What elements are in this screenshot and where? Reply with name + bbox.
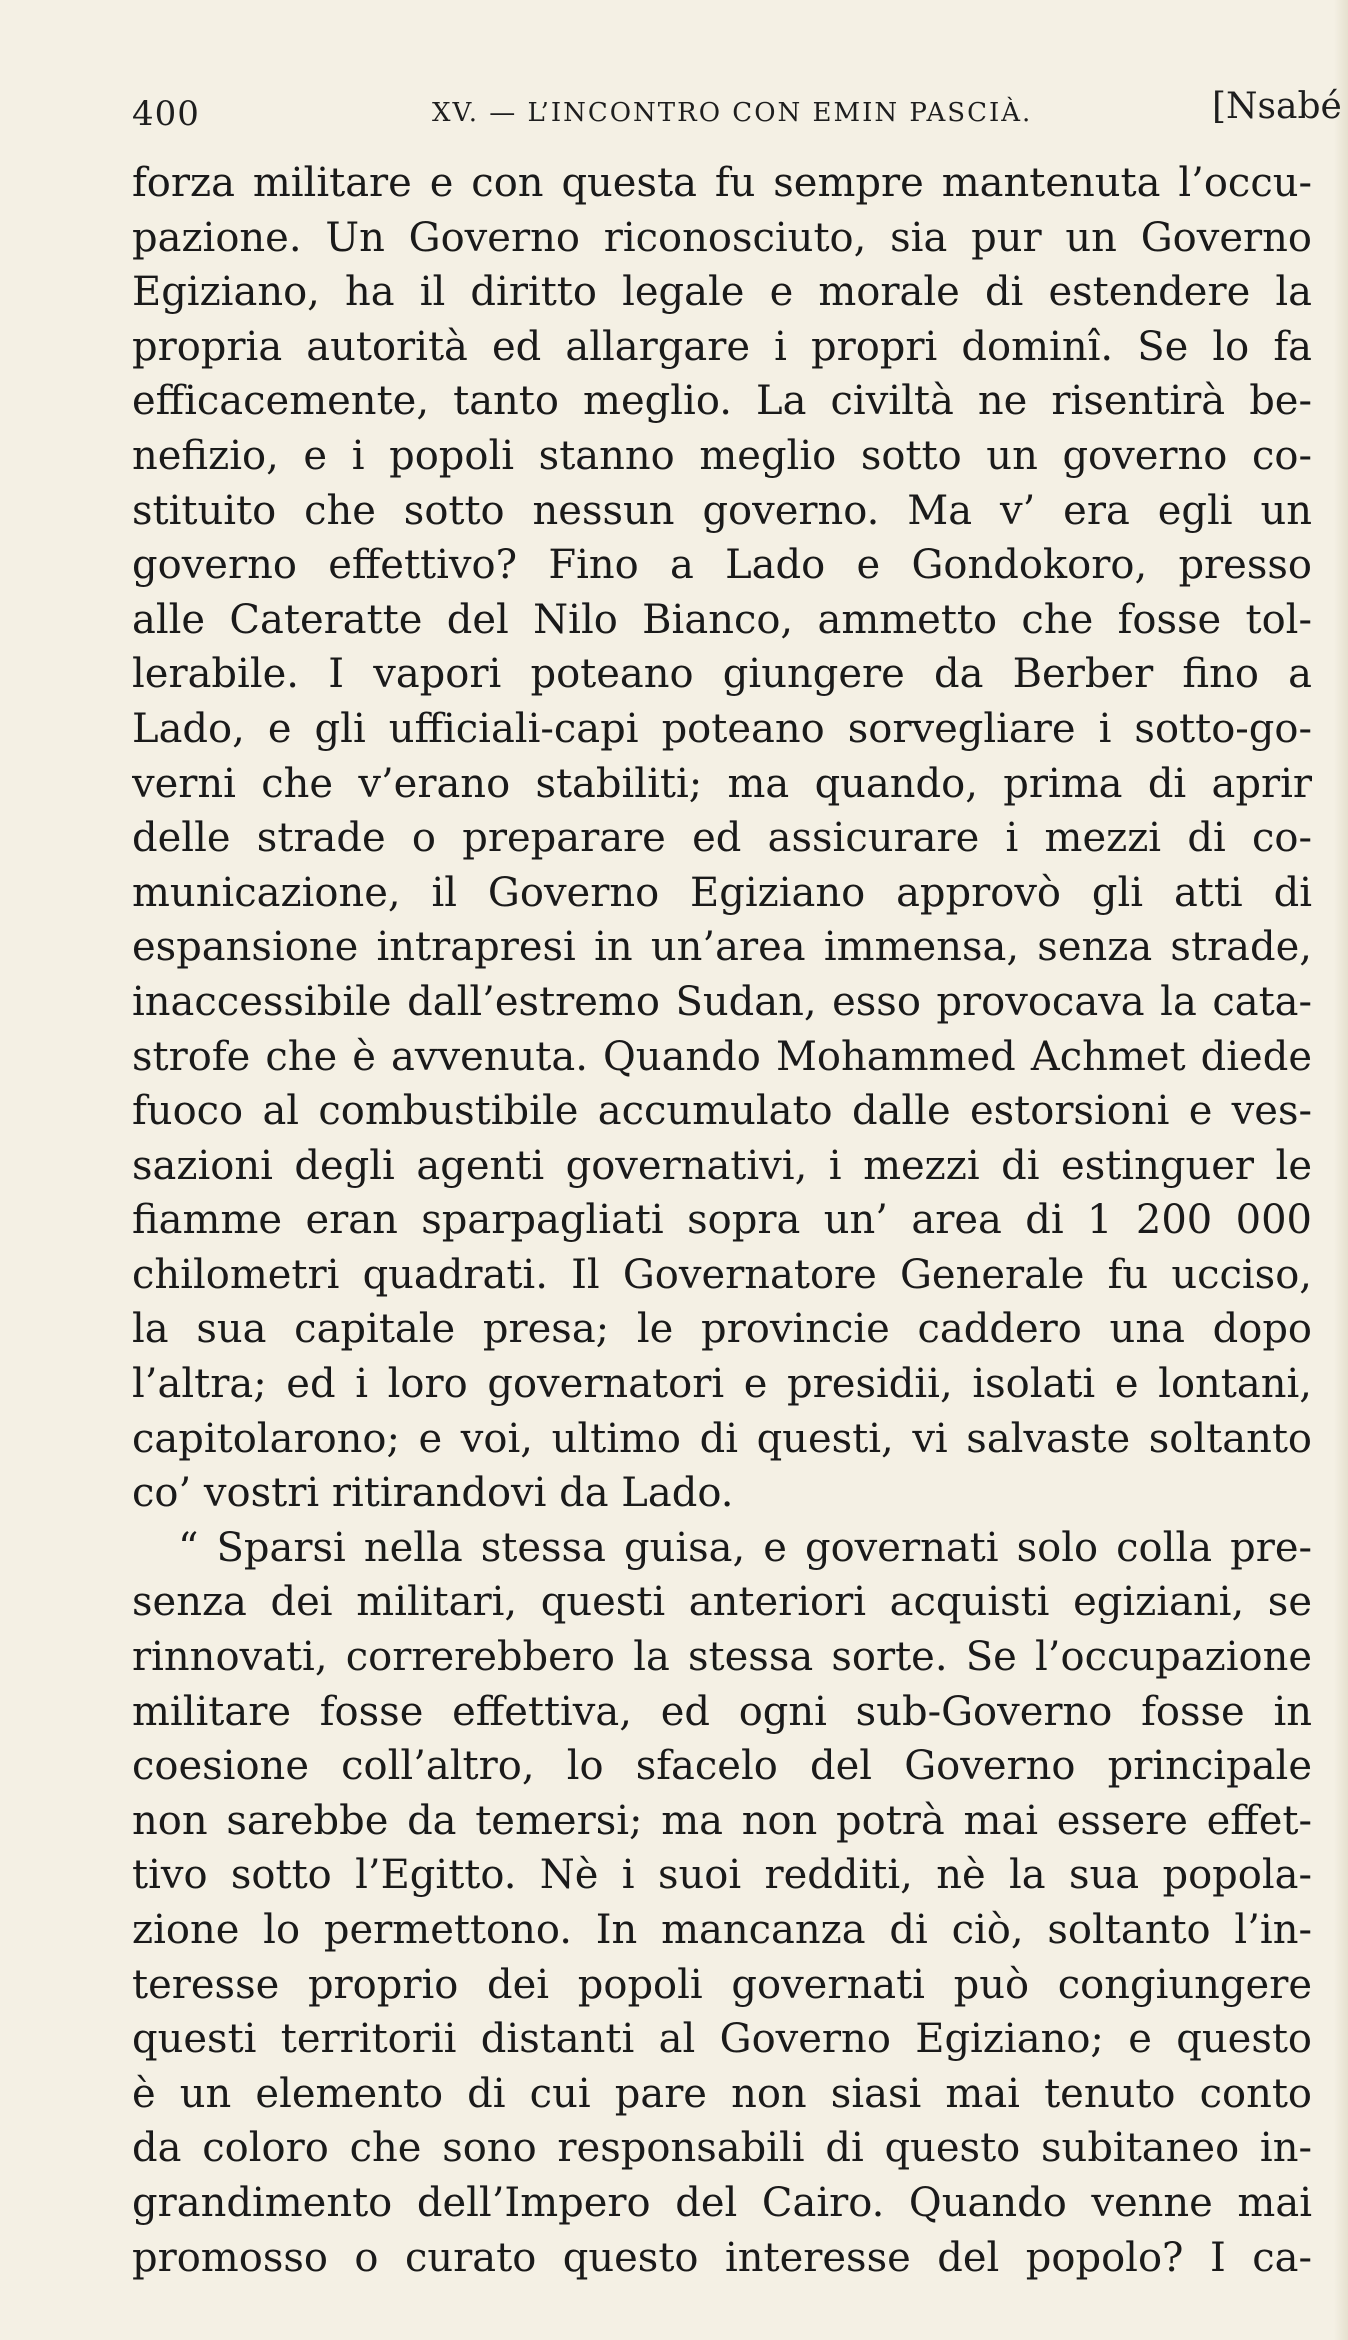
text-line: propria autorità ed allargare i propri dominî. Se lo fa [132,323,1312,370]
text-line: inaccessibile dall’estremo Sudan, esso provocava la cata- [132,978,1312,1025]
text-line: stituito che sotto nessun governo. Ma v’ era egli un [132,487,1312,534]
text-line: capitolarono; e voi, ultimo di questi, vi salvaste soltanto [132,1415,1312,1462]
text-line: teresse proprio dei popoli governati può congiungere [132,1961,1312,2008]
text-line: pazione. Un Governo riconosciuto, sia pur un Governo [132,214,1312,261]
text-line: fuoco al combustibile accumulato dalle estorsioni e ves- [132,1088,1312,1135]
text-line: governo effettivo? Fino a Lado e Gondokoro, presso [132,542,1312,589]
page-number: 400 [132,94,200,134]
body-text [132,156,1312,2285]
text-line: da coloro che sono responsabili di questo subitaneo in- [132,2125,1312,2172]
text-line: strofe che è avvenuta. Quando Mohammed Achmet diede [132,1033,1312,1080]
text-line: efficacemente, tanto meglio. La civiltà ne risentirà be- [132,378,1312,425]
text-line: alle Cateratte del Nilo Bianco, ammetto che fosse tol- [132,596,1312,643]
text-line: coesione coll’altro, lo sfacelo del Governo principale [132,1743,1312,1790]
text-line: lerabile. I vapori poteano giungere da Berber fino a [132,651,1312,698]
text-line: chilometri quadrati. Il Governatore Generale fu ucciso, [132,1251,1312,1298]
text-line: “ Sparsi nella stessa guisa, e governati solo colla pre- [178,1524,1312,1571]
text-line: espansione intrapresi in un’area immensa, senza strade, [132,924,1312,971]
text-line: fiamme eran sparpagliati sopra un’ area di 1 200 000 [132,1197,1312,1244]
text-line: verni che v’erano stabiliti; ma quando, prima di aprir [132,760,1312,807]
marginal-note: [Nsabé [1212,86,1342,127]
text-line: militare fosse effettiva, ed ogni sub-Governo fosse in [132,1688,1312,1735]
text-line: Lado, e gli ufficiali-capi poteano sorvegliare i sotto-go- [132,705,1312,752]
text-line: Egiziano, ha il diritto legale e morale di estendere la [132,269,1312,316]
page-edge [1334,0,1348,2340]
chapter-title: XV. — L’INCONTRO CON EMIN PASCIÀ. [432,98,1033,128]
text-line: grandimento dell’Impero del Cairo. Quando venne mai [132,2179,1312,2226]
text-line: promosso o curato questo interesse del popolo? I ca- [132,2234,1312,2281]
text-line: delle strade o preparare ed assicurare i mezzi di co- [132,815,1312,862]
text-line: questi territorii distanti al Governo Egiziano; e questo [132,2016,1312,2063]
text-line: municazione, il Governo Egiziano approvò gli atti di [132,869,1312,916]
text-line: rinnovati, correrebbero la stessa sorte. Se l’occupazione [132,1634,1312,1681]
text-line: senza dei militari, questi anteriori acquisti egiziani, se [132,1579,1312,1626]
text-line: sazioni degli agenti governativi, i mezzi di estinguer le [132,1142,1312,1189]
text-line: co’ vostri ritirandovi da Lado. [132,1470,734,1517]
text-line: la sua capitale presa; le provincie caddero una dopo [132,1306,1312,1353]
text-line: è un elemento di cui pare non siasi mai tenuto conto [132,2070,1312,2117]
text-line: nefizio, e i popoli stanno meglio sotto un governo co- [132,432,1312,479]
text-line: l’altra; ed i loro governatori e presidii, isolati e lontani, [132,1361,1312,1408]
text-line: forza militare e con questa fu sempre mantenuta l’occu- [132,160,1312,206]
text-line: zione lo permettono. In mancanza di ciò, soltanto l’in- [132,1907,1312,1953]
running-head [132,86,1342,146]
text-line: non sarebbe da temersi; ma non potrà mai essere effet- [132,1797,1312,1844]
text-line: tivo sotto l’Egitto. Nè i suoi redditi, nè la sua popola- [132,1852,1312,1899]
